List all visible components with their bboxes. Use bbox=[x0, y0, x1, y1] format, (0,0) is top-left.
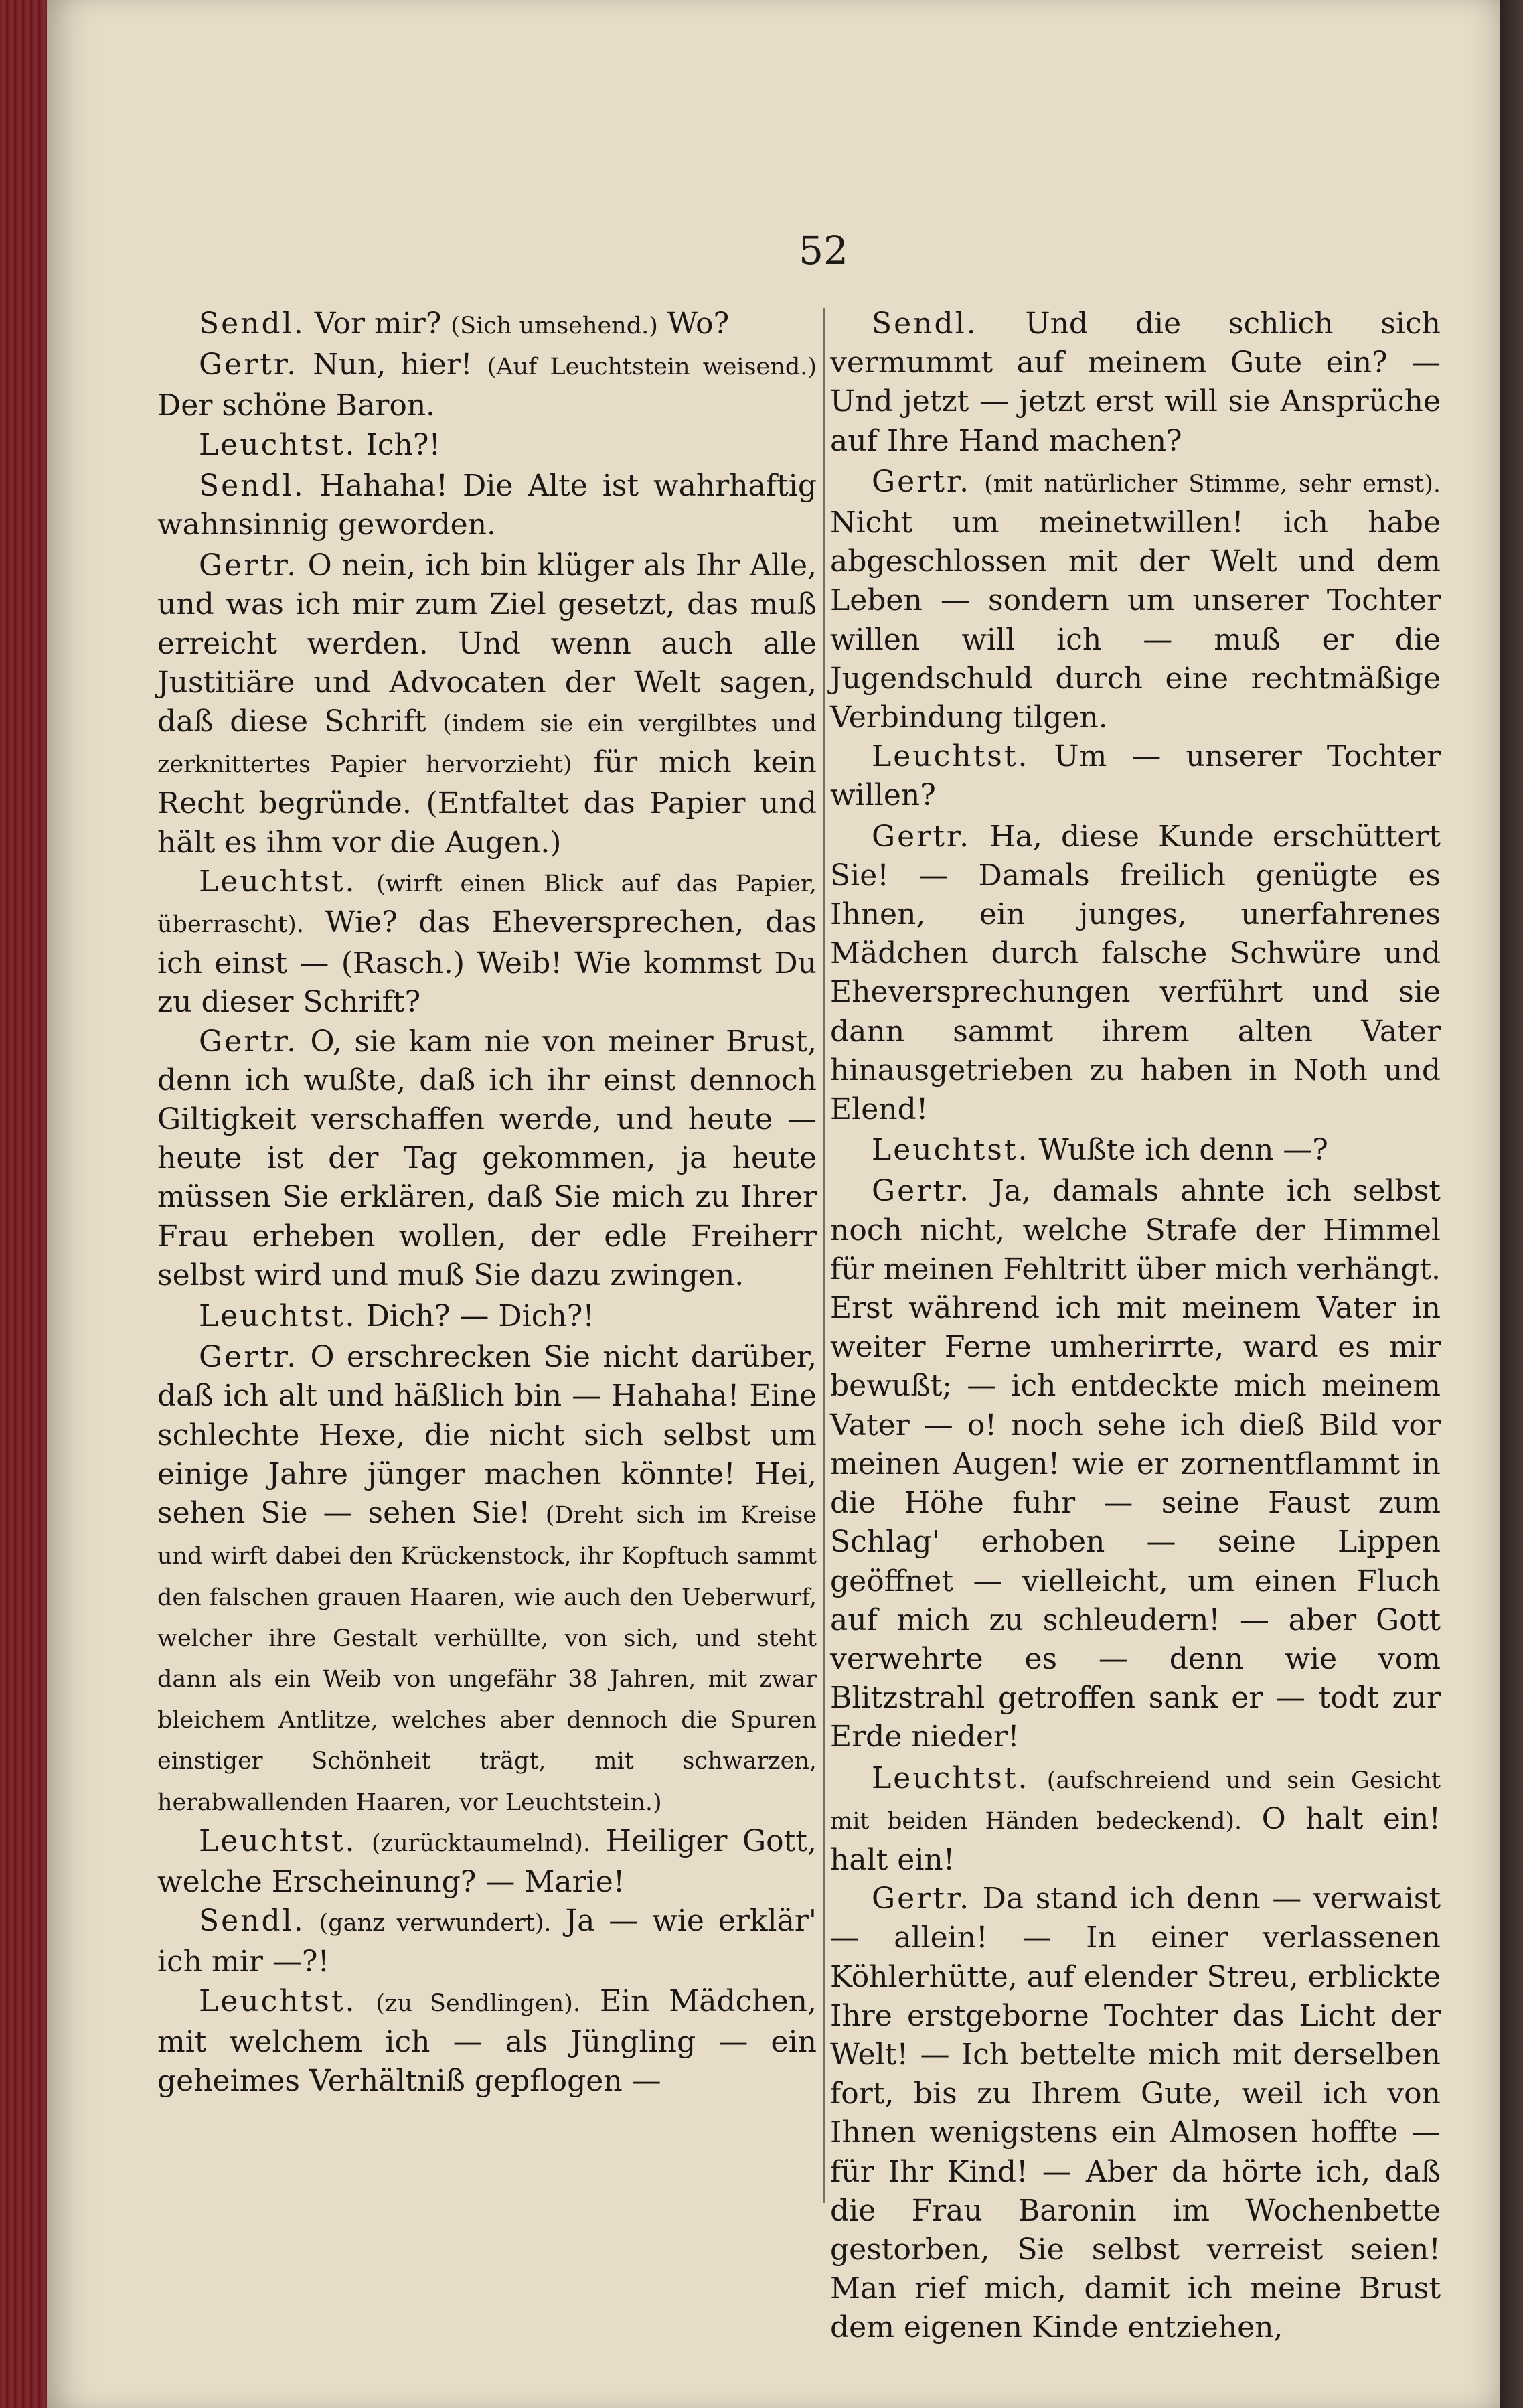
stage-direction: (wirft einen Blick auf das Papier, überrascht). bbox=[157, 870, 817, 939]
dialogue-paragraph bbox=[157, 862, 817, 1023]
dialogue-paragraph bbox=[157, 1023, 817, 1297]
speaker-name: Leuchtst. bbox=[199, 1823, 357, 1858]
speaker-name: Gertr. bbox=[872, 1174, 971, 1209]
left-column bbox=[157, 305, 817, 2101]
dialogue-text: O halt ein! halt ein! bbox=[830, 1801, 1441, 1877]
speaker-name: Gertr. bbox=[199, 1024, 299, 1059]
stage-direction: (aufschreiend und sein Gesicht mit beiden Händen bedeckend). bbox=[830, 1766, 1441, 1835]
dialogue-paragraph bbox=[830, 1759, 1441, 1880]
column-divider bbox=[823, 308, 825, 2203]
speaker-name: Gertr. bbox=[199, 1340, 299, 1375]
speaker-name: Gertr. bbox=[199, 348, 299, 382]
speaker-name: Leuchtst. bbox=[199, 1299, 357, 1334]
dialogue-text: Ja, damals ahnte ich selbst noch nicht, welche Strafe der Himmel für meinen Fehltritt über mich verhängt. Erst während ich mit meinem Vater in weiter Ferne umherirrte, ward es mir bewußt; — ich entdeckte mich meinem Vater — o! noch sehe ich dieß Bild vor meinen Augen! wie er zornentflammt in die Höhe fuhr — seine Faust zum Schlag' erhoben — seine Lippen geöffnet — vielleicht, um einen Fluch auf mich zu schleudern! — aber Gott verwehrte es — denn wie vom Blitzstrahl getroffen sank er — todt zur Erde nieder! bbox=[830, 1174, 1441, 1754]
dialogue-paragraph bbox=[830, 818, 1441, 1132]
dialogue-text: Ein Mädchen, mit welchem ich — als Jüngling — ein geheimes Verhältniß gepflogen — bbox=[157, 1983, 817, 2098]
right-column bbox=[830, 305, 1441, 2350]
dialogue-text: Der schöne Baron. bbox=[157, 388, 436, 423]
dialogue-text: Ja — wie erklär' ich mir —?! bbox=[157, 1904, 817, 1979]
dialogue-text: Wie? das Eheversprechen, das ich einst — (Rasch.) Weib! Wie kommst Du zu dieser Schrift? bbox=[157, 905, 817, 1020]
stage-direction: (zu Sendlingen). bbox=[376, 1989, 580, 2017]
speaker-name: Gertr. bbox=[872, 819, 971, 854]
dialogue-text: Vor mir? bbox=[314, 307, 442, 341]
dialogue-paragraph bbox=[830, 305, 1441, 463]
dialogue-text: Wußte ich denn —? bbox=[1038, 1133, 1328, 1168]
speaker-name: Sendl. bbox=[199, 307, 305, 341]
book-edge-left bbox=[0, 0, 47, 2408]
speaker-name: Leuchtst. bbox=[872, 739, 1030, 774]
speaker-name: Sendl. bbox=[199, 468, 305, 503]
dialogue-paragraph bbox=[157, 1822, 817, 1902]
speaker-name: Sendl. bbox=[872, 307, 978, 341]
dialogue-text: O, sie kam nie von meiner Brust, denn ich wußte, daß ich ihr einst dennoch Giltigkeit verschaffen werde, und heute — heute ist der Tag gekommen, ja heute müssen Sie erklären, daß Sie mich zu Ihrer Frau erheben wollen, der edle Freiherr selbst wird und muß Sie dazu zwingen. bbox=[157, 1024, 817, 1292]
dialogue-paragraph bbox=[830, 737, 1441, 817]
dialogue-paragraph bbox=[157, 1338, 817, 1821]
speaker-name: Leuchtst. bbox=[199, 1983, 357, 2018]
dialogue-paragraph bbox=[157, 467, 817, 546]
speaker-name: Leuchtst. bbox=[199, 864, 357, 899]
dialogue-text: für mich kein Recht begründe. (Entfaltet das Papier und hält es ihm vor die Augen.) bbox=[157, 745, 817, 860]
dialogue-paragraph bbox=[830, 1880, 1441, 2349]
speaker-name: Sendl. bbox=[199, 1904, 305, 1939]
dialogue-text: Wo? bbox=[667, 307, 730, 341]
book-edge-right bbox=[1500, 0, 1523, 2408]
dialogue-paragraph bbox=[157, 426, 817, 467]
dialogue-paragraph bbox=[157, 305, 817, 346]
stage-direction: (indem sie ein vergilbtes und zerknittertes Papier hervorzieht) bbox=[157, 710, 817, 779]
stage-direction: (zurücktaumelnd). bbox=[372, 1829, 591, 1857]
speaker-name: Leuchtst. bbox=[872, 1133, 1030, 1168]
dialogue-paragraph bbox=[157, 346, 817, 425]
stage-direction: (ganz verwundert). bbox=[319, 1910, 552, 1937]
stage-direction: (Dreht sich im Kreise und wirft dabei den Krückenstock, ihr Kopftuch sammt den falschen grauen Haaren, wie auch den Ueberwurf, welcher ihre Gestalt verhüllte, von sich, und steht dann als ein Weib von ungefähr 38 Jahren, mit zwar bleichem Antlitze, welches aber dennoch die Spuren einstiger Schönheit trägt, mit schwarzen, herabwallenden Haaren, vor Leuchtstein.) bbox=[157, 1502, 817, 1816]
dialogue-text: Ich?! bbox=[366, 427, 441, 462]
dialogue-paragraph bbox=[157, 1902, 817, 1981]
speaker-name: Gertr. bbox=[872, 1882, 971, 1916]
dialogue-text: Um — unserer Tochter willen? bbox=[830, 739, 1441, 813]
dialogue-paragraph bbox=[830, 463, 1441, 737]
stage-direction: (mit natürlicher Stimme, sehr ernst). bbox=[984, 470, 1441, 498]
dialogue-text: O nein, ich bin klüger als Ihr Alle, und was ich mir zum Ziel gesetzt, das muß erreicht werden. Und wenn auch alle Justitiäre und Advocaten der Welt sagen, daß diese Schrift bbox=[157, 548, 817, 739]
speaker-name: Leuchtst. bbox=[199, 427, 357, 462]
dialogue-paragraph bbox=[157, 546, 817, 862]
dialogue-paragraph bbox=[830, 1131, 1441, 1172]
dialogue-text: Und die schlich sich vermummt auf meinem Gute ein? — Und jetzt — jetzt erst will sie Ansprüche auf Ihre Hand machen? bbox=[830, 307, 1441, 458]
speaker-name: Gertr. bbox=[199, 548, 299, 583]
dialogue-paragraph bbox=[157, 1297, 817, 1338]
speaker-name: Leuchtst. bbox=[872, 1760, 1030, 1795]
dialogue-text: Heiliger Gott, welche Erscheinung? — Marie! bbox=[157, 1823, 817, 1899]
dialogue-text: Nun, hier! bbox=[313, 348, 473, 382]
dialogue-text: Dich? — Dich?! bbox=[366, 1299, 595, 1334]
stage-direction: (Auf Leuchtstein weisend.) bbox=[487, 354, 817, 381]
speaker-name: Gertr. bbox=[872, 464, 971, 499]
dialogue-paragraph bbox=[157, 1982, 817, 2101]
dialogue-text: Hahaha! Die Alte ist wahrhaftig wahnsinnig geworden. bbox=[157, 468, 817, 542]
dialogue-text: O erschrecken Sie nicht darüber, daß ich alt und häßlich bin — Hahaha! Eine schlechte Hexe, die nicht sich selbst um einige Jahre jünger machen könnte! Hei, sehen Sie — sehen Sie! bbox=[157, 1340, 817, 1531]
dialogue-text: Nicht um meinetwillen! ich habe abgeschlossen mit der Welt und dem Leben — sondern um unserer Tochter willen will ich — muß er die Jugendschuld durch eine rechtmäßige Verbindung tilgen. bbox=[830, 506, 1441, 735]
dialogue-text: Ha, diese Kunde erschüttert Sie! — Damals freilich genügte es Ihnen, ein junges, unerfahrenes Mädchen durch falsche Schwüre und Eheversprechungen verführt und sie dann sammt ihrem alten Vater hinausgetrieben zu haben in Noth und Elend! bbox=[830, 819, 1441, 1127]
stage-direction: (Sich umsehend.) bbox=[451, 313, 658, 340]
page-number: 52 bbox=[799, 228, 848, 273]
dialogue-text: Da stand ich denn — verwaist — allein! — In einer verlassenen Köhlerhütte, auf elender Streu, erblickte Ihre erstgeborne Tochter das Licht der Welt! — Ich bettelte mich mit derselben fort, bis zu Ihrem Gute, weil ich von Ihnen wenigstens ein Almosen hoffte — für Ihr Kind! — Aber da hörte ich, daß die Frau Baronin im Wochenbette gestorben, Sie selbst verreist seien! Man rief mich, damit ich meine Brust dem eigenen Kinde entziehen, bbox=[830, 1882, 1441, 2345]
dialogue-paragraph bbox=[830, 1172, 1441, 1758]
